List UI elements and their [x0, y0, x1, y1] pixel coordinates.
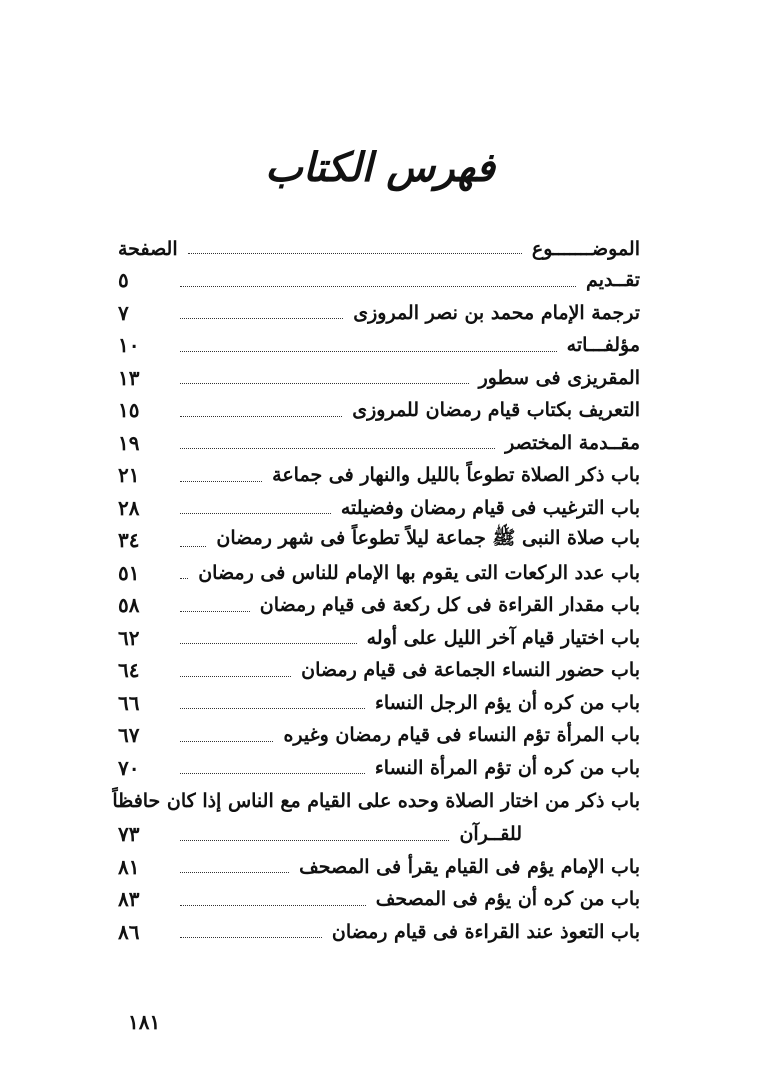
- entry-label: مقــدمة المختصر: [505, 431, 640, 454]
- topic-column-header: الموضـــــــوع: [531, 238, 640, 260]
- toc-entry: [118, 427, 640, 460]
- dotted-leader: [180, 481, 262, 482]
- toc-entry-long-line1: [112, 784, 640, 818]
- toc-entry: [118, 851, 640, 884]
- dotted-leader: [180, 578, 188, 579]
- toc-entry: [118, 687, 640, 720]
- dotted-leader: [180, 546, 206, 547]
- dotted-leader: [180, 773, 365, 774]
- toc-entry: [118, 459, 640, 492]
- entry-label: باب صلاة النبى ﷺ جماعة ليلاً تطوعاً فى شهر رمضان: [216, 527, 640, 550]
- dotted-leader: [188, 253, 522, 254]
- toc-entry: [118, 492, 640, 525]
- toc-entry: [118, 752, 640, 785]
- page-title: فهرس الكتاب: [265, 144, 495, 191]
- toc-entry: [118, 264, 640, 297]
- entry-page: ٢١: [118, 463, 140, 488]
- entry-page: ١٠: [118, 333, 140, 358]
- entry-page: ٦٢: [118, 625, 140, 650]
- entry-label: مؤلفـــاته: [566, 334, 640, 357]
- entry-page: ٨٦: [118, 919, 140, 944]
- dotted-leader: [180, 905, 366, 906]
- toc-entry: [118, 589, 640, 622]
- entry-label: التعريف بكتاب قيام رمضان للمروزى: [352, 399, 640, 422]
- entry-page: ٦٤: [118, 658, 140, 683]
- dotted-leader: [180, 448, 495, 449]
- entry-page: ١٥: [118, 398, 140, 423]
- dotted-leader: [180, 513, 331, 514]
- entry-page: ٥٨: [118, 593, 140, 618]
- entry-page: ٨١: [118, 854, 140, 879]
- entry-label: باب ذكر من اختار الصلاة وحده على القيام مع الناس إذا كان حافظاً: [112, 790, 640, 812]
- page-column-header: الصفحة: [118, 238, 178, 260]
- entry-page: ٦٦: [118, 690, 140, 715]
- dotted-leader: [180, 708, 365, 709]
- dotted-leader: [180, 643, 357, 644]
- toc-header: [118, 234, 640, 264]
- dotted-leader: [180, 937, 322, 938]
- entry-page: ٨٣: [118, 887, 140, 912]
- entry-label: باب من كره أن يؤم فى المصحف: [375, 888, 640, 911]
- entry-label: باب مقدار القراءة فى كل ركعة فى قيام رمضان: [259, 594, 640, 617]
- entry-label: المقريزى فى سطور: [478, 366, 640, 389]
- toc-entry: [118, 297, 640, 330]
- entry-page: ٣٤: [118, 528, 140, 553]
- entry-label: باب حضور النساء الجماعة فى قيام رمضان: [301, 659, 640, 682]
- entry-label: باب التعوذ عند القراءة فى قيام رمضان: [331, 920, 640, 943]
- dotted-leader: [180, 286, 576, 287]
- entry-page: ٧: [118, 300, 129, 325]
- entry-label: باب عدد الركعات التى يقوم بها الإمام للناس فى رمضان: [198, 561, 640, 584]
- toc-entry: [118, 622, 640, 655]
- toc-entry: [118, 394, 640, 427]
- dotted-leader: [180, 318, 343, 319]
- entry-page: ٥١: [118, 560, 140, 585]
- toc-entry: [118, 557, 640, 590]
- entry-page: ٥: [118, 268, 129, 293]
- toc-entry: [118, 654, 640, 687]
- dotted-leader: [180, 351, 557, 352]
- entry-label: تقــديم: [586, 269, 640, 292]
- entry-label: باب المرأة تؤم النساء فى قيام رمضان وغيره: [283, 724, 640, 747]
- entry-page: ٦٧: [118, 723, 140, 748]
- dotted-leader: [180, 840, 449, 841]
- toc-entry-long-line2: [118, 818, 640, 851]
- toc-entry: [118, 524, 640, 557]
- entry-label: باب اختيار قيام آخر الليل على أوله: [366, 626, 640, 649]
- toc-entry: [118, 916, 640, 949]
- toc-entry: [118, 362, 640, 395]
- dotted-leader: [180, 383, 469, 384]
- toc-entry: [118, 719, 640, 752]
- entry-label: باب الإمام يؤم فى القيام يقرأ فى المصحف: [299, 855, 640, 878]
- entry-label: باب الترغيب فى قيام رمضان وفضيلته: [340, 496, 640, 519]
- page-number: ١٨١: [128, 1010, 161, 1034]
- table-of-contents: [112, 264, 640, 948]
- dotted-leader: [180, 676, 291, 677]
- entry-label: ترجمة الإمام محمد بن نصر المروزى: [353, 301, 640, 324]
- entry-label: باب من كره أن يؤم الرجل النساء: [374, 691, 640, 714]
- entry-label: للقــرآن: [459, 823, 522, 846]
- entry-page: ٧٣: [118, 822, 140, 847]
- dotted-leader: [180, 741, 273, 742]
- entry-page: ٢٨: [118, 495, 140, 520]
- entry-page: ١٣: [118, 365, 140, 390]
- entry-page: ١٩: [118, 430, 140, 455]
- dotted-leader: [180, 872, 289, 873]
- entry-label: باب ذكر الصلاة تطوعاً بالليل والنهار فى جماعة: [272, 464, 640, 487]
- toc-entry: [118, 883, 640, 916]
- entry-label: باب من كره أن تؤم المرأة النساء: [374, 756, 640, 779]
- entry-page: ٧٠: [118, 755, 140, 780]
- dotted-leader: [180, 416, 342, 417]
- toc-entry: [118, 329, 640, 362]
- dotted-leader: [180, 611, 250, 612]
